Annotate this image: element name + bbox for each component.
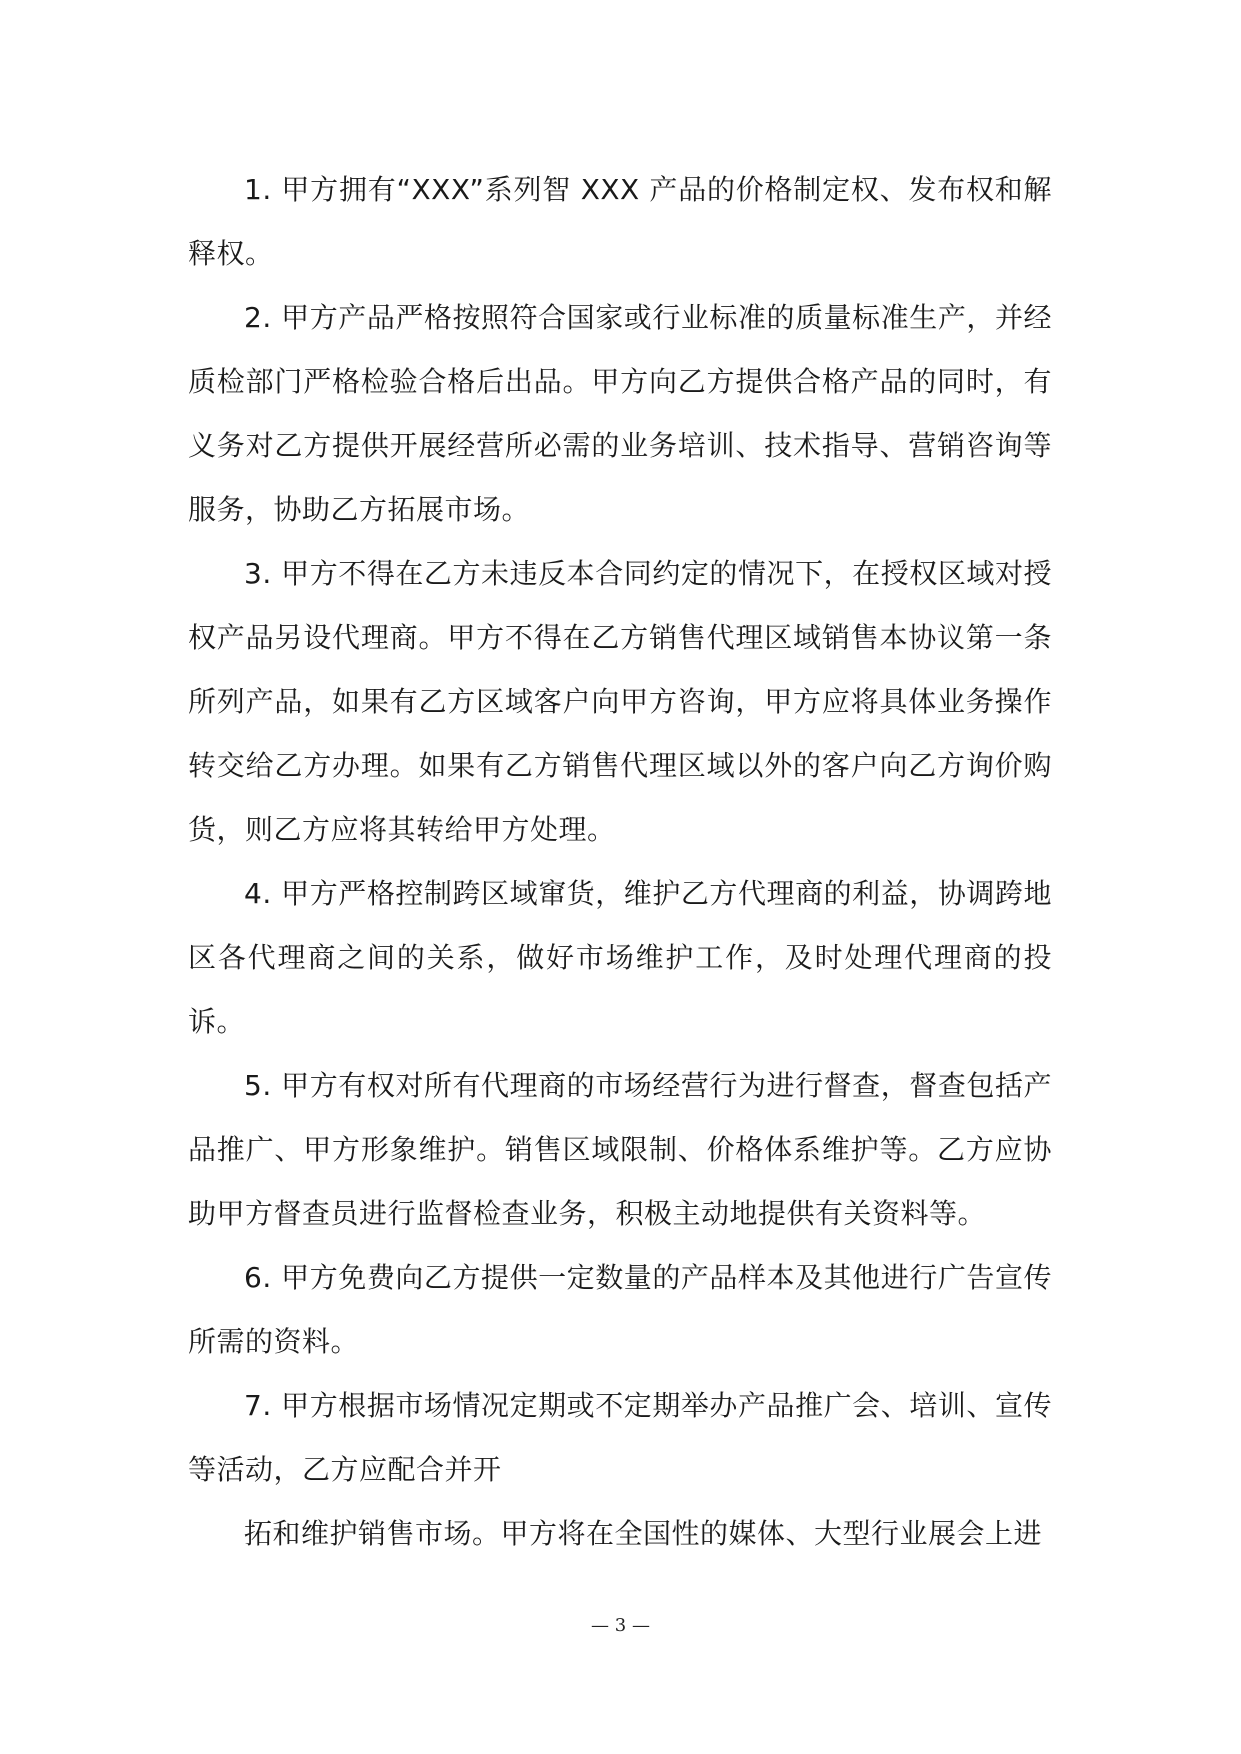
document-body <box>188 158 1052 1566</box>
clause-5: 5. 甲方有权对所有代理商的市场经营行为进行督查，督查包括产品推广、甲方形象维护。销售区域限制、价格体系维护等。乙方应协助甲方督查员进行监督检查业务，积极主动地提供有关资料等。 <box>188 1069 1052 1230</box>
clause-4: 4. 甲方严格控制跨区域窜货，维护乙方代理商的利益，协调跨地区各代理商之间的关系，做好市场维护工作，及时处理代理商的投诉。 <box>188 877 1052 1038</box>
clause-2: 2. 甲方产品严格按照符合国家或行业标准的质量标准生产，并经质检部门严格检验合格后出品。甲方向乙方提供合格产品的同时，有义务对乙方提供开展经营所必需的业务培训、技术指导、营销咨询等服务，协助乙方拓展市场。 <box>188 301 1052 526</box>
page-number: — 3 — <box>591 1615 650 1636</box>
clause-7: 7. 甲方根据市场情况定期或不定期举办产品推广会、培训、宣传等活动，乙方应配合并开 <box>188 1389 1052 1486</box>
clause-3: 3. 甲方不得在乙方未违反本合同约定的情况下，在授权区域对授权产品另设代理商。甲方不得在乙方销售代理区域销售本协议第一条所列产品，如果有乙方区域客户向甲方咨询，甲方应将具体业务操作转交给乙方办理。如果有乙方销售代理区域以外的客户向乙方询价购货，则乙方应将其转给甲方处理。 <box>188 557 1052 846</box>
clause-6: 6. 甲方免费向乙方提供一定数量的产品样本及其他进行广告宣传所需的资料。 <box>188 1261 1052 1358</box>
clause-1: 1. 甲方拥有“XXX”系列智 XXX 产品的价格制定权、发布权和解释权。 <box>188 173 1052 270</box>
clause-7-continuation: 拓和维护销售市场。甲方将在全国性的媒体、大型行业展会上进 <box>244 1517 1043 1550</box>
